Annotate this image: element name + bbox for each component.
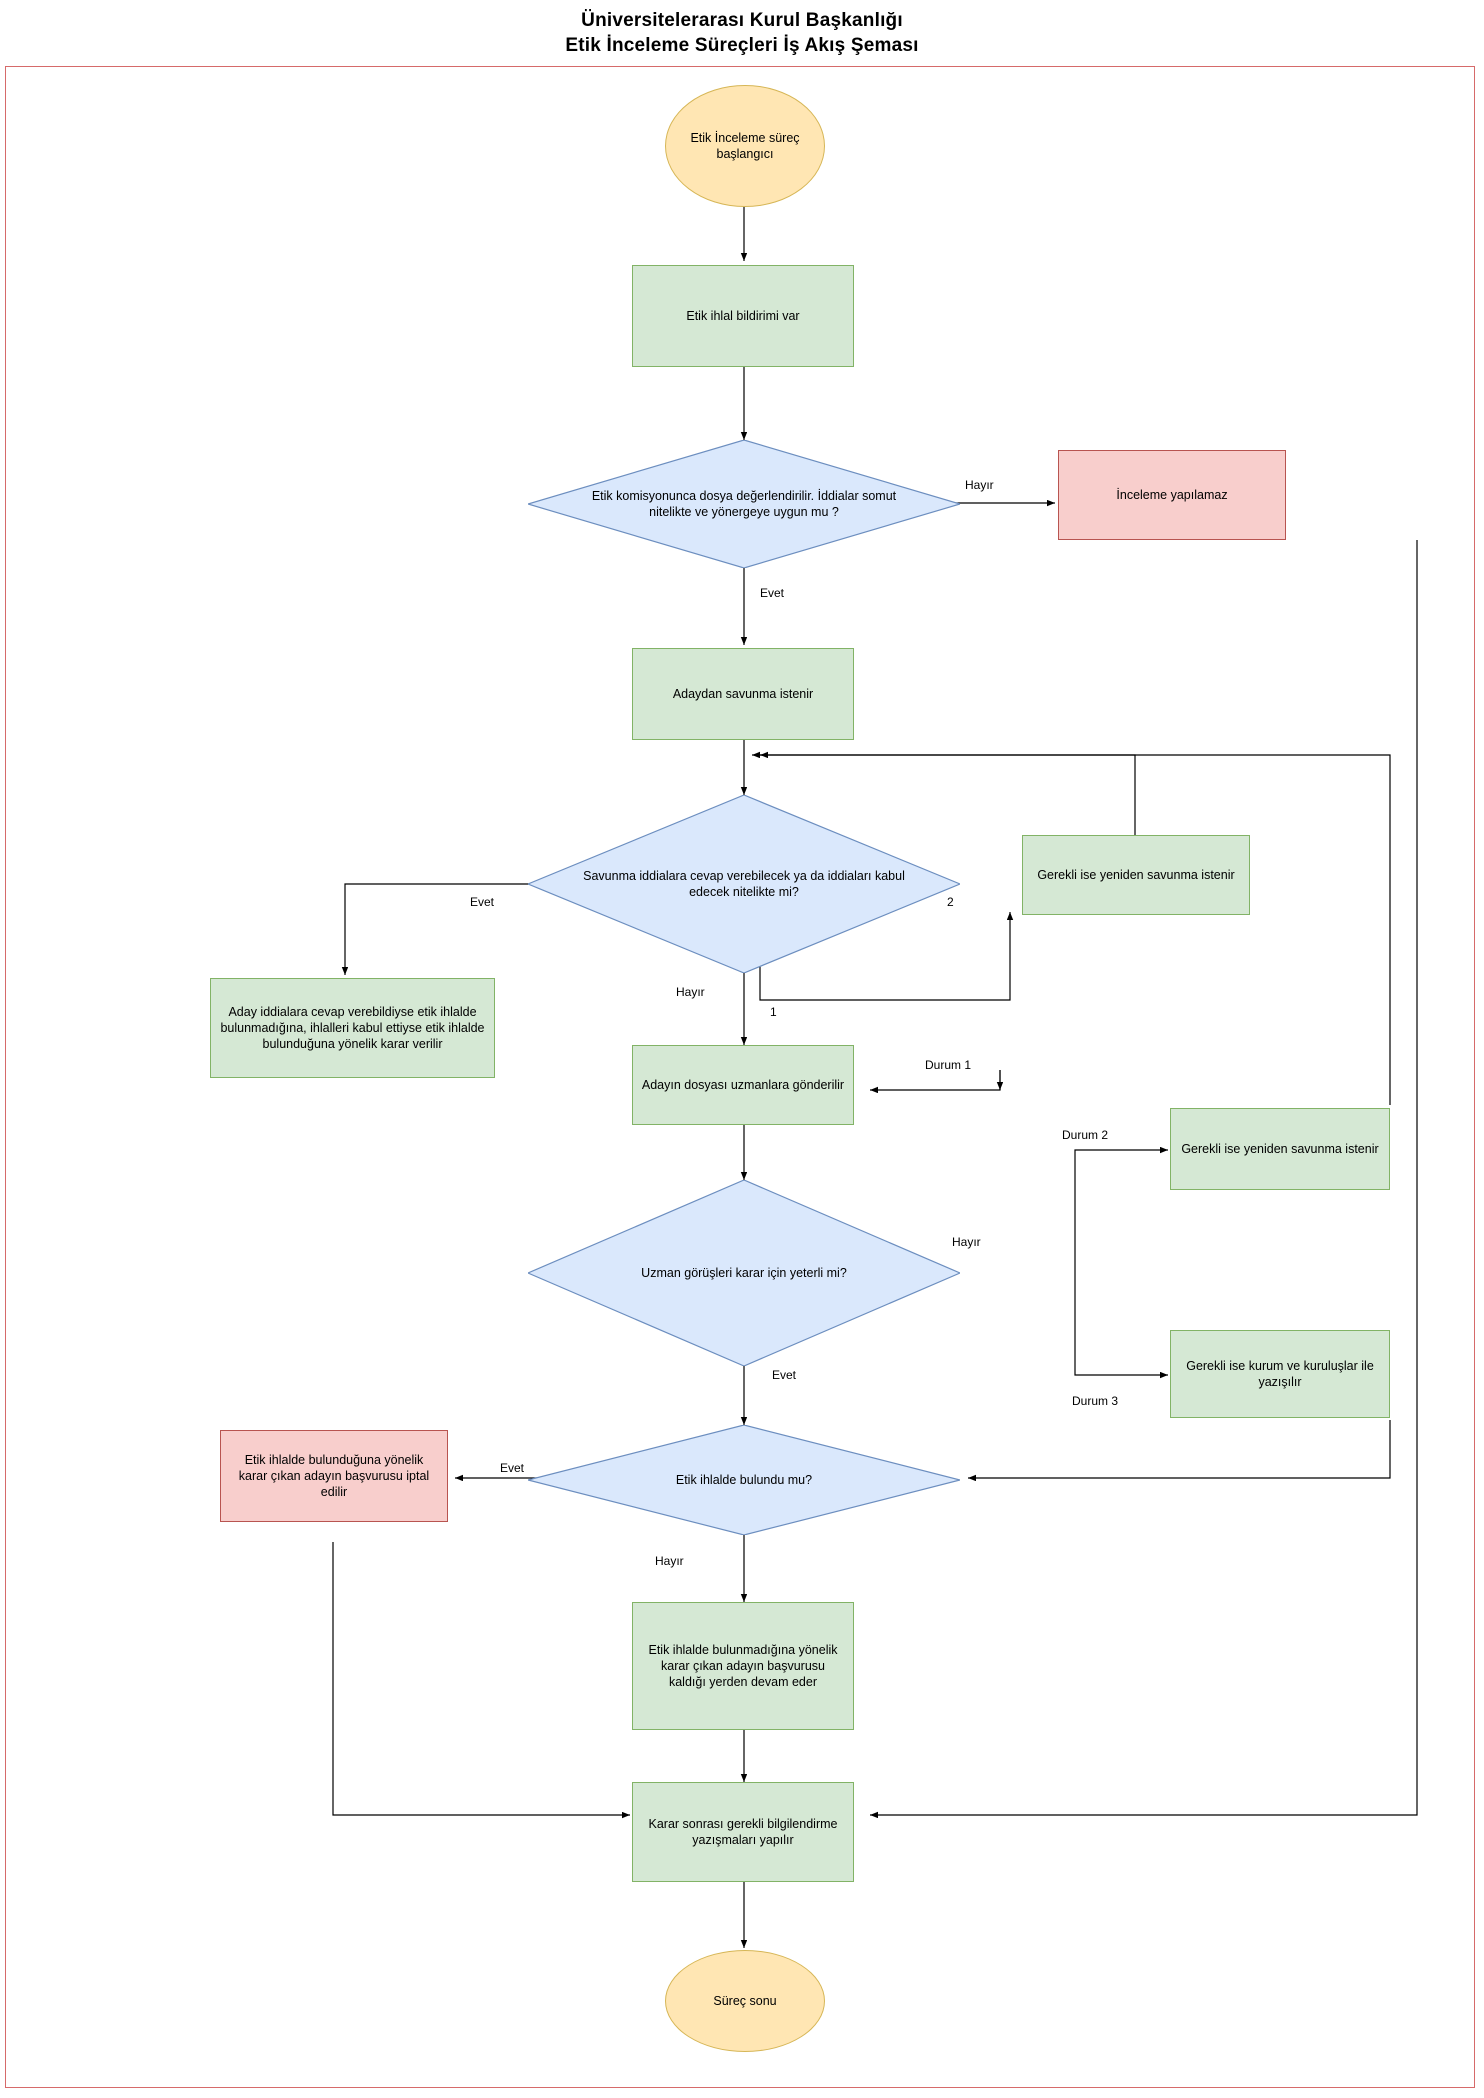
node-start (665, 85, 825, 207)
node-application-continues-label: Etik ihlalde bulunmadığına yönelik karar çıkan adayın başvurusu kaldığı yerden devam eder (648, 1643, 838, 1689)
node-defense-again-1-label: Gerekli ise yeniden savunma istenir (1037, 868, 1235, 882)
edge-label-expert-case-1: Durum 1 (925, 1058, 972, 1072)
node-defense-decision (528, 795, 960, 973)
edge-label-defense-branch-1: 1 (770, 1005, 777, 1019)
node-application-continues (632, 1602, 854, 1730)
node-to-experts-label: Adayın dosyası uzmanlara gönderilir (641, 1078, 845, 1092)
edge-label-violation-no: Hayır (655, 1554, 684, 1568)
node-defense-decision-label: Savunma iddialara cevap verebilecek ya da iddiaları kabul edecek nitelikte mi? (583, 869, 905, 899)
node-decision-made-label: Aday iddialara cevap verebildiyse etik ihlalde bulunmadığına, ihlalleri kabul ettiyse etik ihlalde bulunduğuna yönelik karar verilir (220, 1005, 485, 1051)
node-no-review (1058, 450, 1286, 540)
edge-label-defense-yes: Evet (470, 895, 495, 909)
node-decision-made (210, 978, 495, 1078)
node-defense-again-1 (1022, 835, 1250, 915)
node-to-experts (632, 1045, 854, 1125)
node-expert-decision (528, 1180, 960, 1366)
edge-label-expert-case-3: Durum 3 (1072, 1394, 1119, 1408)
node-defense-again-2-label: Gerekli ise yeniden savunma istenir (1181, 1142, 1379, 1156)
edge-label-expert-no: Hayır (952, 1235, 981, 1249)
node-end-label: Süreç sonu (713, 1994, 777, 2008)
edge-label-expert-case-2: Durum 2 (1062, 1128, 1109, 1142)
node-institution-letters (1170, 1330, 1390, 1418)
node-start-label: Etik İnceleme süreç başlangıcı (690, 131, 800, 161)
edge-label-defense-branch-2: 2 (947, 895, 954, 909)
edge-label-defense-no: Hayır (676, 985, 705, 999)
edge-label-commission-no: Hayır (965, 478, 994, 492)
node-defense-request-label: Adaydan savunma istenir (672, 687, 814, 701)
node-violation-decision-label: Etik ihlalde bulundu mu? (675, 1473, 813, 1487)
node-defense-request (632, 648, 854, 740)
edge-label-expert-yes: Evet (772, 1368, 797, 1382)
node-defense-again-2 (1170, 1108, 1390, 1190)
node-notification (632, 265, 854, 367)
node-violation-decision (528, 1425, 960, 1535)
node-notification-label: Etik ihlal bildirimi var (686, 309, 800, 323)
edge-label-violation-yes: Evet (500, 1461, 525, 1475)
title-line-1: Üniversitelerarası Kurul Başkanlığı (581, 10, 903, 31)
node-final-letters (632, 1782, 854, 1882)
node-commission-decision (528, 440, 960, 568)
node-final-letters-label: Karar sonrası gerekli bilgilendirme yazışmaları yapılır (648, 1817, 838, 1847)
edge-label-commission-yes: Evet (760, 586, 785, 600)
page-title (0, 8, 1484, 58)
node-institution-letters-label: Gerekli ise kurum ve kuruluşlar ile yazışılır (1186, 1359, 1374, 1389)
node-no-review-label: İnceleme yapılamaz (1116, 488, 1228, 502)
node-expert-decision-label: Uzman görüşleri karar için yeterli mi? (641, 1266, 847, 1280)
node-application-cancelled-label: Etik ihlalde bulunduğuna yönelik karar çıkan adayın başvurusu iptal edilir (238, 1453, 430, 1499)
node-application-cancelled (220, 1430, 448, 1522)
node-commission-decision-label: Etik komisyonunca dosya değerlendirilir. İddialar somut nitelikte ve yönergeye uygun mu ? (591, 489, 897, 519)
node-end (665, 1950, 825, 2052)
title-line-2: Etik İnceleme Süreçleri İş Akış Şeması (565, 35, 919, 56)
